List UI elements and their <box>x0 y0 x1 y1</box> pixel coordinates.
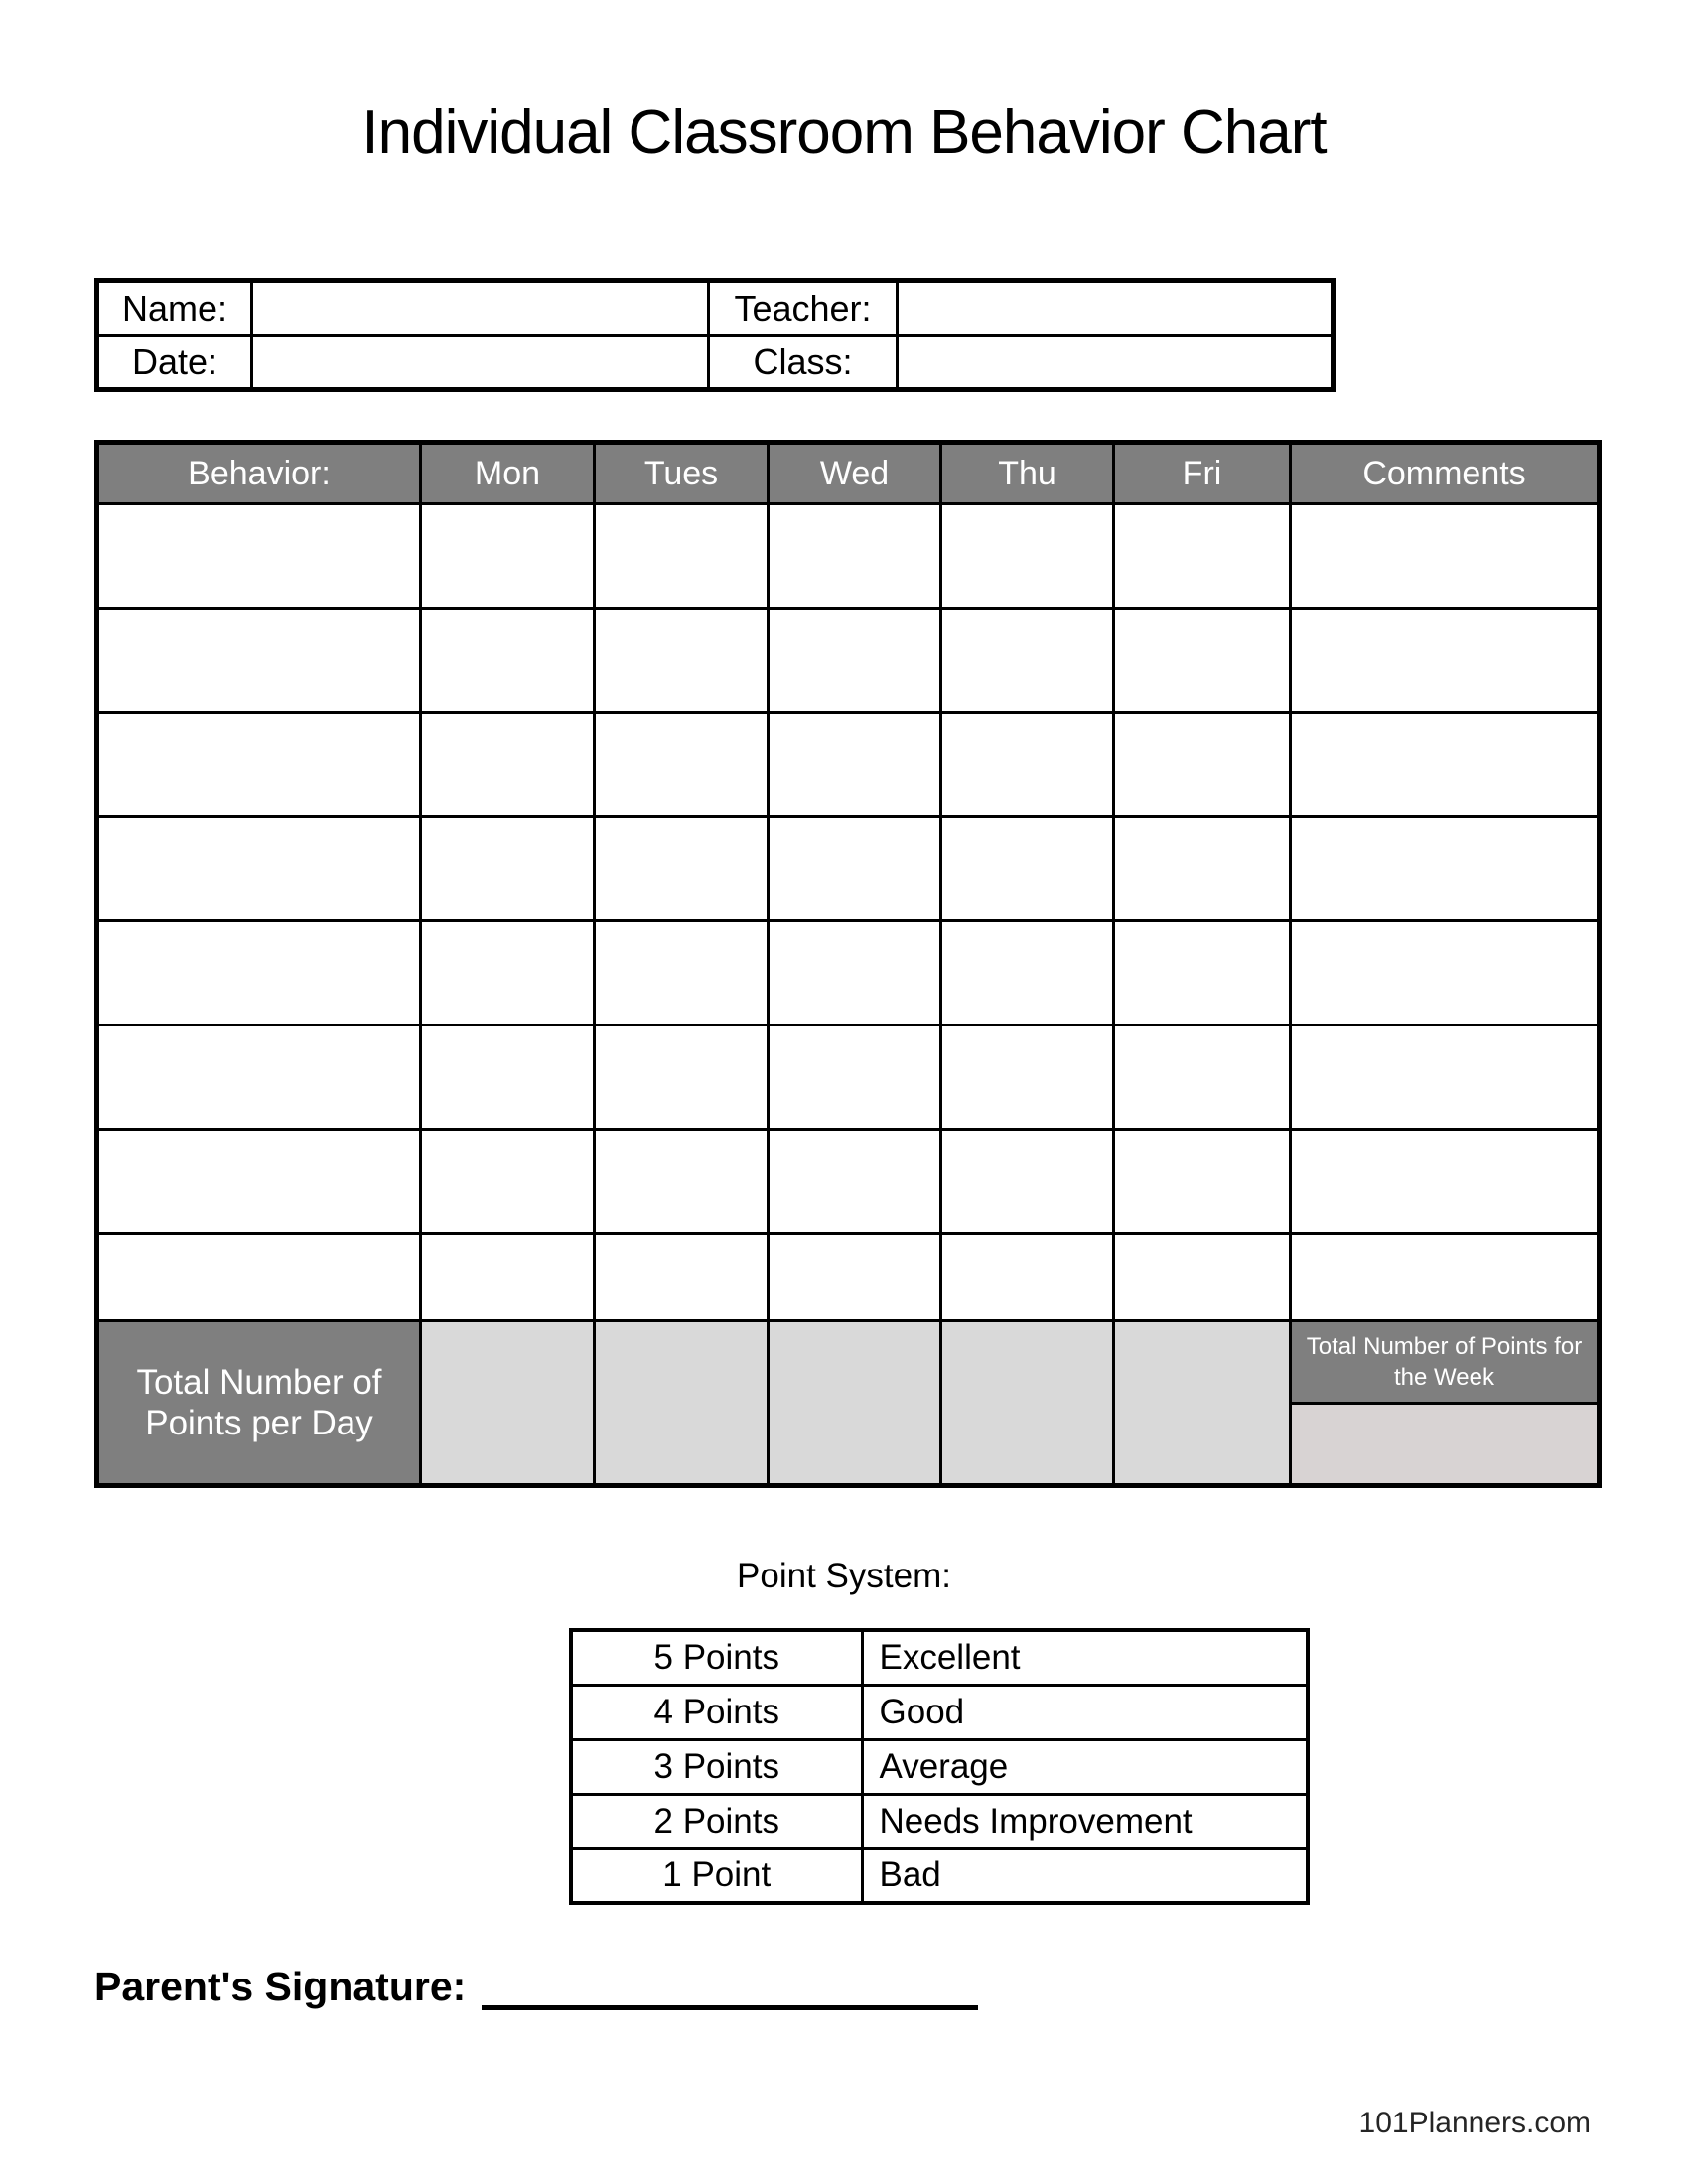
week-total-label: Total Number of Points for the Week <box>1292 1322 1597 1405</box>
column-header-tues: Tues <box>595 443 769 504</box>
wed-cell[interactable] <box>769 504 941 609</box>
thu-cell[interactable] <box>941 609 1114 713</box>
behavior-row <box>97 1130 1600 1234</box>
mon-cell[interactable] <box>421 921 595 1025</box>
points-value: 5 Points <box>571 1630 862 1685</box>
comments-cell[interactable] <box>1291 713 1600 817</box>
wed-cell[interactable] <box>769 1025 941 1130</box>
comments-cell[interactable] <box>1291 1234 1600 1321</box>
comments-cell[interactable] <box>1291 1130 1600 1234</box>
behavior-name-cell[interactable] <box>97 713 421 817</box>
thu-cell[interactable] <box>941 1130 1114 1234</box>
behavior-header-row <box>97 443 1600 504</box>
behavior-row <box>97 713 1600 817</box>
comments-cell[interactable] <box>1291 817 1600 921</box>
behavior-row <box>97 921 1600 1025</box>
points-value: 1 Point <box>571 1848 862 1903</box>
mon-cell[interactable] <box>421 504 595 609</box>
fri-cell[interactable] <box>1114 1130 1291 1234</box>
thu-cell[interactable] <box>941 1025 1114 1130</box>
tues-cell[interactable] <box>595 817 769 921</box>
fri-cell[interactable] <box>1114 817 1291 921</box>
point-system-row <box>571 1848 1308 1903</box>
week-total-value-cell[interactable] <box>1292 1405 1597 1483</box>
tues-cell[interactable] <box>595 1234 769 1321</box>
fri-cell[interactable] <box>1114 713 1291 817</box>
points-value: 2 Points <box>571 1794 862 1848</box>
points-value: 3 Points <box>571 1739 862 1794</box>
wed-cell[interactable] <box>769 921 941 1025</box>
thu-cell[interactable] <box>941 817 1114 921</box>
fri-cell[interactable] <box>1114 921 1291 1025</box>
thu-cell[interactable] <box>941 921 1114 1025</box>
name-label: Name: <box>97 281 252 336</box>
info-row-date-class <box>97 336 1334 390</box>
fri-cell[interactable] <box>1114 609 1291 713</box>
behavior-name-cell[interactable] <box>97 921 421 1025</box>
mon-total-cell[interactable] <box>421 1321 595 1486</box>
behavior-row <box>97 609 1600 713</box>
thu-total-cell[interactable] <box>941 1321 1114 1486</box>
points-meaning: Excellent <box>862 1630 1308 1685</box>
tues-cell[interactable] <box>595 504 769 609</box>
wed-cell[interactable] <box>769 1130 941 1234</box>
points-meaning: Bad <box>862 1848 1308 1903</box>
wed-cell[interactable] <box>769 713 941 817</box>
comments-cell[interactable] <box>1291 921 1600 1025</box>
date-label: Date: <box>97 336 252 390</box>
behavior-row <box>97 1025 1600 1130</box>
behavior-name-cell[interactable] <box>97 504 421 609</box>
behavior-name-cell[interactable] <box>97 609 421 713</box>
week-total-cell <box>1291 1321 1600 1486</box>
point-system-row <box>571 1794 1308 1848</box>
mon-cell[interactable] <box>421 1130 595 1234</box>
student-info-table <box>94 278 1336 392</box>
behavior-row <box>97 1234 1600 1321</box>
points-meaning: Average <box>862 1739 1308 1794</box>
mon-cell[interactable] <box>421 1234 595 1321</box>
point-system-table <box>569 1628 1310 1905</box>
behavior-chart-table <box>94 440 1602 1488</box>
mon-cell[interactable] <box>421 1025 595 1130</box>
comments-cell[interactable] <box>1291 504 1600 609</box>
behavior-name-cell[interactable] <box>97 1130 421 1234</box>
column-header-mon: Mon <box>421 443 595 504</box>
tues-cell[interactable] <box>595 1130 769 1234</box>
point-system-row <box>571 1630 1308 1685</box>
fri-cell[interactable] <box>1114 504 1291 609</box>
behavior-name-cell[interactable] <box>97 817 421 921</box>
behavior-name-cell[interactable] <box>97 1025 421 1130</box>
site-credit: 101Planners.com <box>1358 2107 1591 2139</box>
behavior-row <box>97 817 1600 921</box>
points-meaning: Good <box>862 1685 1308 1739</box>
tues-cell[interactable] <box>595 1025 769 1130</box>
signature-line[interactable] <box>482 1965 978 2010</box>
class-input-cell[interactable] <box>898 336 1334 390</box>
teacher-input-cell[interactable] <box>898 281 1334 336</box>
point-system-title: Point System: <box>737 1557 951 1595</box>
thu-cell[interactable] <box>941 1234 1114 1321</box>
wed-cell[interactable] <box>769 609 941 713</box>
parent-signature-section <box>94 1964 978 2010</box>
mon-cell[interactable] <box>421 609 595 713</box>
points-value: 4 Points <box>571 1685 862 1739</box>
tues-cell[interactable] <box>595 921 769 1025</box>
behavior-row <box>97 504 1600 609</box>
mon-cell[interactable] <box>421 713 595 817</box>
info-row-name-teacher <box>97 281 1334 336</box>
tues-cell[interactable] <box>595 609 769 713</box>
fri-cell[interactable] <box>1114 1025 1291 1130</box>
points-meaning: Needs Improvement <box>862 1794 1308 1848</box>
fri-total-cell[interactable] <box>1114 1321 1291 1486</box>
tues-total-cell[interactable] <box>595 1321 769 1486</box>
column-header-comments: Comments <box>1291 443 1600 504</box>
behavior-name-cell[interactable] <box>97 1234 421 1321</box>
thu-cell[interactable] <box>941 713 1114 817</box>
column-header-fri: Fri <box>1114 443 1291 504</box>
column-header-wed: Wed <box>769 443 941 504</box>
parent-signature-label: Parent's Signature: <box>94 1964 467 2009</box>
comments-cell[interactable] <box>1291 1025 1600 1130</box>
tues-cell[interactable] <box>595 713 769 817</box>
mon-cell[interactable] <box>421 817 595 921</box>
wed-total-cell[interactable] <box>769 1321 941 1486</box>
column-header-thu: Thu <box>941 443 1114 504</box>
point-system-row <box>571 1739 1308 1794</box>
comments-cell[interactable] <box>1291 609 1600 713</box>
date-input-cell[interactable] <box>252 336 709 390</box>
page-title: Individual Classroom Behavior Chart <box>361 98 1327 167</box>
class-label: Class: <box>709 336 898 390</box>
total-points-per-day-label: Total Number of Points per Day <box>97 1321 421 1486</box>
teacher-label: Teacher: <box>709 281 898 336</box>
total-points-row <box>97 1321 1600 1486</box>
point-system-row <box>571 1685 1308 1739</box>
fri-cell[interactable] <box>1114 1234 1291 1321</box>
column-header-behavior: Behavior: <box>97 443 421 504</box>
thu-cell[interactable] <box>941 504 1114 609</box>
wed-cell[interactable] <box>769 1234 941 1321</box>
name-input-cell[interactable] <box>252 281 709 336</box>
wed-cell[interactable] <box>769 817 941 921</box>
